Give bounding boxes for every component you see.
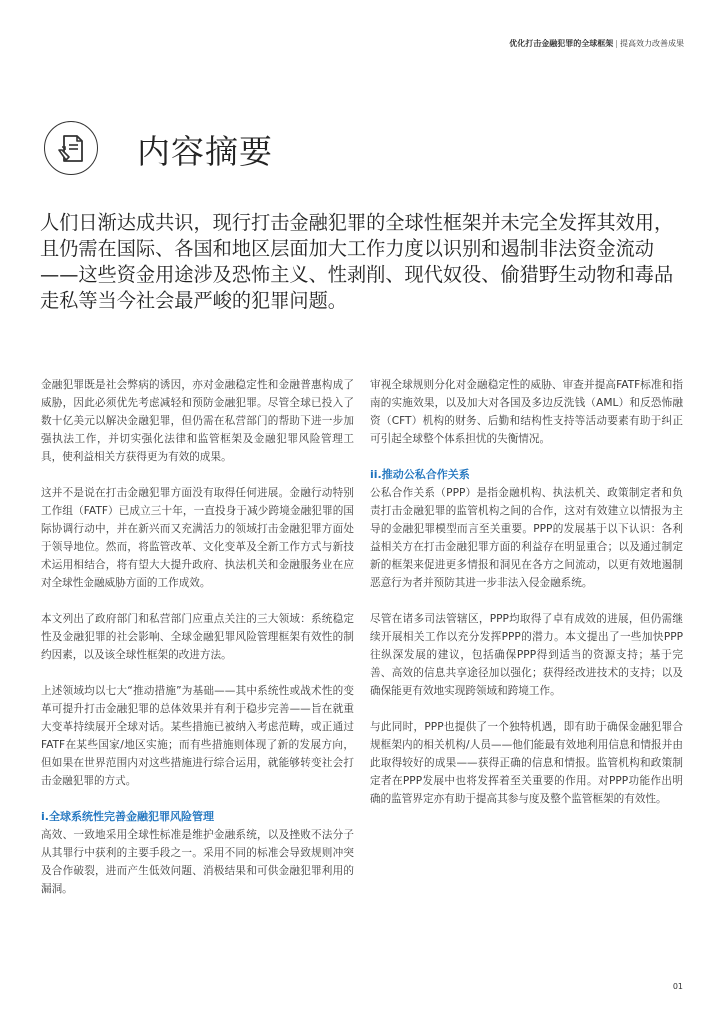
right-column — [370, 376, 683, 826]
body-paragraph: 高效、一致地采用全球性标准是维护金融系统，以及挫败不法分子从其罪行中获利的主要手段之一。采用不同的标准会导致规则冲突及合作破裂，进而产生低效问题、消极结果和可供金融犯罪利用的漏洞。 — [41, 829, 354, 895]
section-heading-ii: ii.推动公私合作关系 — [370, 468, 470, 481]
running-header — [509, 38, 684, 49]
document-check-icon-graphic — [57, 133, 87, 165]
document-check-icon — [44, 121, 98, 175]
header-title: 优化打击金融犯罪的全球框架 — [509, 39, 614, 48]
page-number: 01 — [672, 982, 683, 991]
left-column — [41, 376, 354, 916]
body-paragraph: 与此同时，PPP也提供了一个独特机遇，即有助于确保金融犯罪合规框架内的相关机构/人员——他们能最有效地利用信息和情报并由此取得较好的成果——获得正确的信息和情报。监管机构和政策制定者在PPP发展中也将发挥着至关重要的作用。对PPP功能作出明确的监管界定亦有助于提高其参与度及整个监管框架的有效性。 — [370, 721, 683, 805]
body-paragraph: 尽管在诸多司法管辖区，PPP均取得了卓有成效的进展，但仍需继续开展相关工作以充分发挥PPP的潜力。本文提出了一些加快PPP往纵深发展的建议，包括确保PPP得到适当的资源支持；基于完善、高效的信息共享途径加以强化；获得经改进技术的支持；以及确保能更有效地实现跨领域和跨境工作。 — [370, 613, 683, 697]
body-paragraph: 上述领域均以七大“推动措施”为基础——其中系统性或战术性的变革可提升打击金融犯罪的总体效果并有利于稳步完善——旨在就重大变革持续展开全球对话。某些措施已被纳入考虑范畴，或正通过FATF在某些国家/地区实施；而有些措施则体现了新的发展方向，但如果在世界范围内对这些措施进行综合运用，就能够转变社会打击金融犯罪的方式。 — [41, 685, 354, 787]
body-paragraph: 金融犯罪既是社会弊病的诱因，亦对金融稳定性和金融普惠构成了威胁，因此必须优先考虑减轻和预防金融犯罪。尽管全球已投入了数十亿美元以解决金融犯罪，但仍需在私营部门的帮助下进一步加强执法工作，并切实强化法律和监管框架及金融犯罪风险管理工具，使利益相关方获得更为有效的成果。 — [41, 379, 354, 463]
body-paragraph: 公私合作关系（PPP）是指金融机构、执法机关、政策制定者和负责打击金融犯罪的监管机构之间的合作，这对有效建立以情报为主导的金融犯罪模型而言至关重要。PPP的发展基于以下认识：各利益相关方在打击金融犯罪方面的利益存在明显重合；以及通过制定新的框架来促进更多情报和洞见在各方之间流动，以更有效地遏制恶意行为者并预防其进一步非法入侵金融系统。 — [370, 487, 683, 589]
page-title: 内容摘要 — [137, 132, 273, 171]
lead-paragraph: 人们日渐达成共识，现行打击金融犯罪的全球性框架并未完全发挥其效用，且仍需在国际、各国和地区层面加大工作力度以识别和遏制非法资金流动——这些资金用途涉及恐怖主义、性剥削、现代奴役、偷猎野生动物和毒品走私等当今社会最严峻的犯罪问题。 — [40, 211, 674, 312]
header-subtitle: 提高效力改善成果 — [620, 39, 684, 48]
body-paragraph: 本文列出了政府部门和私营部门应重点关注的三大领域：系统稳定性及金融犯罪的社会影响、全球金融犯罪风险管理框架有效性的制约因素，以及该全球性框架的改进方法。 — [41, 613, 354, 661]
body-paragraph: 这并不是说在打击金融犯罪方面没有取得任何进展。金融行动特别工作组（FATF）已成立三十年，一直投身于减少跨境金融犯罪的国际协调行动中，并在新兴而又充满活力的领域打击金融犯罪方面处于领导地位。然而，将监管改革、文化变革及全新工作方式与新技术运用相结合，将有望大大提升政府、执法机关和金融服务业在应对全球性金融威胁方面的工作成效。 — [41, 487, 354, 589]
body-paragraph: 审视全球规则分化对金融稳定性的威胁、审查并提高FATF标准和指南的实施效果，以及加大对各国及多边反洗钱（AML）和反恐怖融资（CFT）机构的财务、后勤和结构性支持等活动要素有助于纠正可引起全球整个体系担忧的失衡情况。 — [370, 379, 683, 445]
section-heading-i: i.全球系统性完善金融犯罪风险管理 — [41, 810, 214, 823]
header-separator: | — [615, 39, 618, 48]
